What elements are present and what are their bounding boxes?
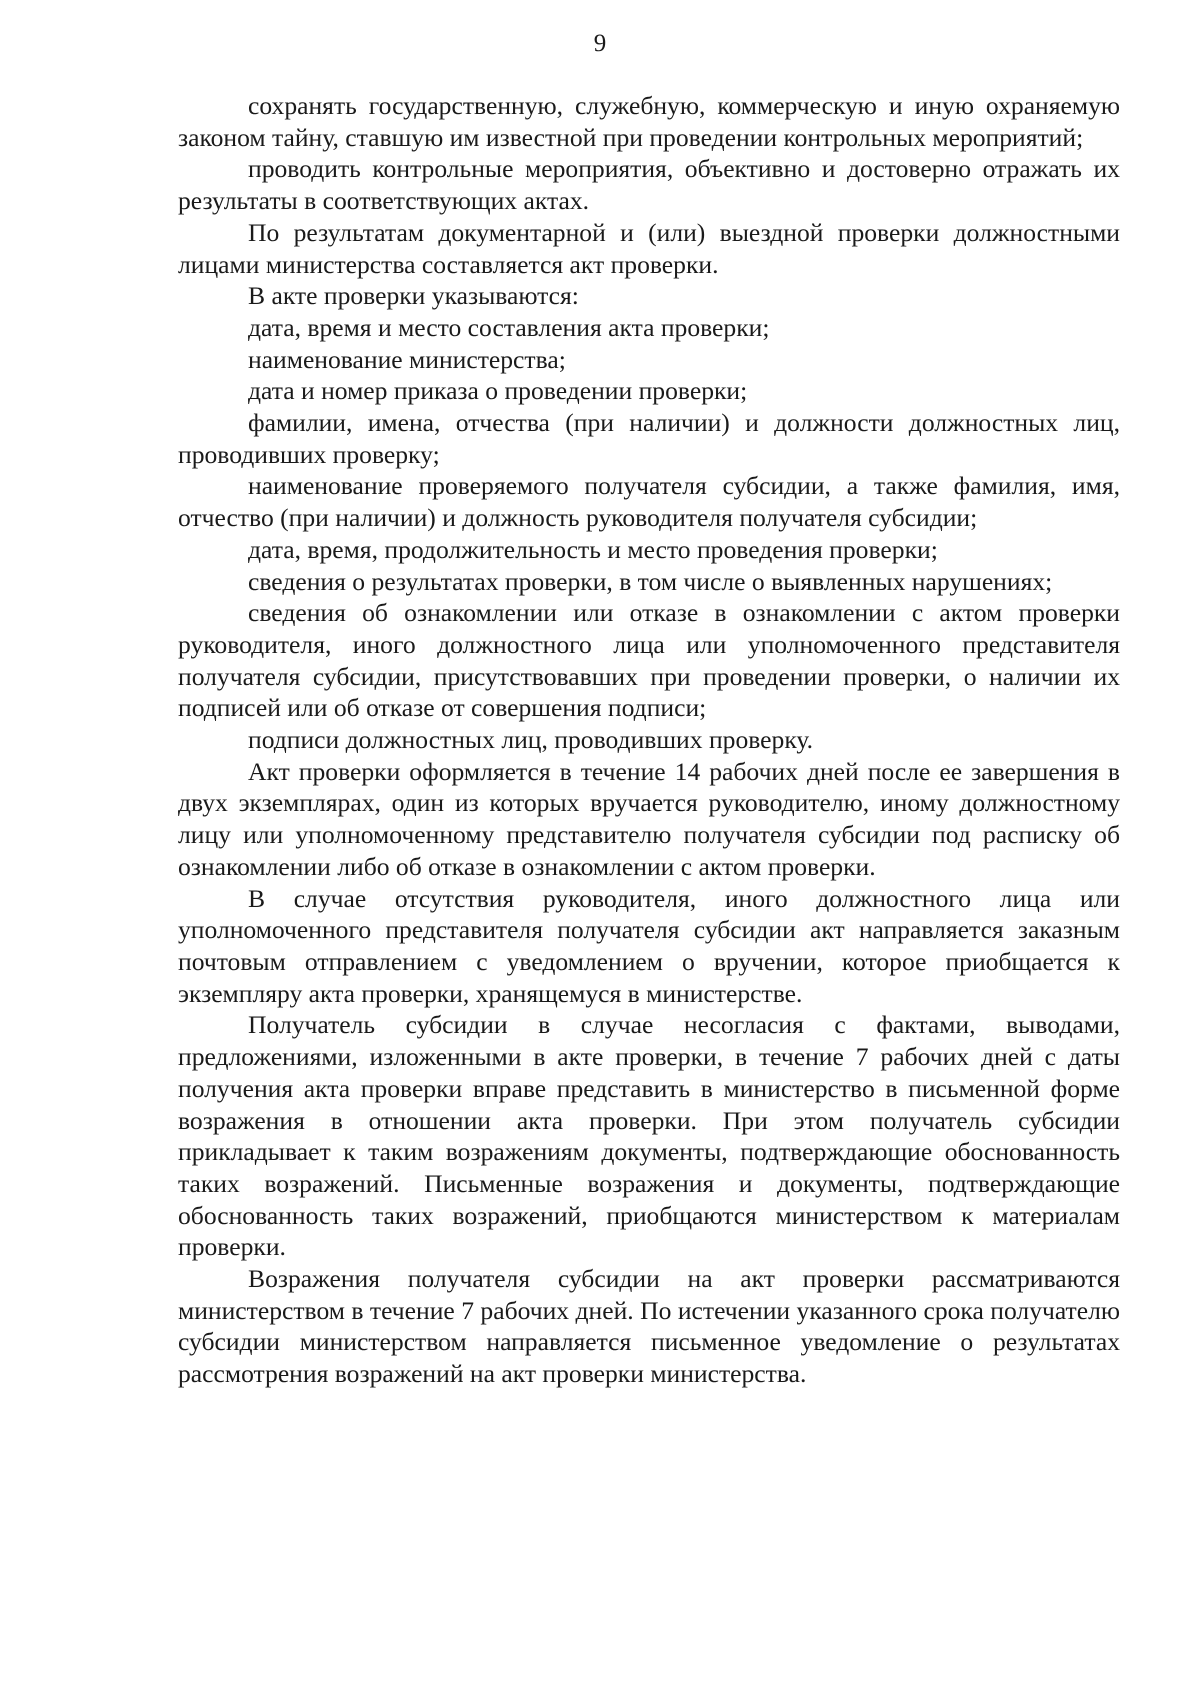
list-item: подписи должностных лиц, проводивших проверку. [248,725,814,755]
paragraph: В акте проверки указываются: [248,281,579,311]
paragraph: Получатель субсидии в случае несогласия с фактами, выводами, предложениями, изложенными в акте проверки, в течение 7 рабочих дней с даты получения акта проверки вправе представить в министерство в письменной форме возражения в отношении акта проверки. При этом получатель субсидии прикладывает к таким возражениям документы, подтверждающие обоснованность таких возражений. Письменные возражения и документы, подтверждающие обоснованность таких возражений, приобщаются министерством к материалам проверки. [178,1010,1120,1262]
page-number: 9 [593,30,607,57]
list-item: сведения о результатах проверки, в том числе о выявленных нарушениях; [248,566,1053,596]
list-item: сведения об ознакомлении или отказе в ознакомлении с актом проверки руководителя, иного должностного лица или уполномоченного представителя получателя субсидии, присутствовавших при проведении проверки, о наличии их подписей или об отказе от совершения подписи; [178,598,1120,723]
paragraph: В случае отсутствия руководителя, иного должностного лица или уполномоченного представителя получателя субсидии акт направляется заказным почтовым отправлением с уведомлением о вручении, которое приобщается к экземпляру акта проверки, хранящемуся в министерстве. [178,883,1120,1008]
list-item: фамилии, имена, отчества (при наличии) и должности должностных лиц, проводивших проверку; [178,408,1120,469]
list-item: дата и номер приказа о проведении проверки; [248,376,748,406]
paragraph: По результатам документарной и (или) выездной проверки должностными лицами министерства составляется акт проверки. [178,217,1120,279]
paragraph: проводить контрольные мероприятия, объективно и достоверно отражать их результаты в соответствующих актах. [178,154,1120,216]
list-item: наименование проверяемого получателя субсидии, а также фамилия, имя, отчество (при наличии) и должность руководителя получателя субсидии; [178,471,1120,533]
list-item: дата, время и место составления акта проверки; [248,312,770,342]
list-item: дата, время, продолжительность и место проведения проверки; [248,534,938,564]
document-body [178,90,1120,1390]
paragraph: Возражения получателя субсидии на акт проверки рассматриваются министерством в течение 7 рабочих дней. По истечении указанного срока получателю субсидии министерством направляется письменное уведомление о результатах рассмотрения возражений на акт проверки министерства. [178,1264,1120,1389]
list-item: наименование министерства; [248,344,566,374]
paragraph: Акт проверки оформляется в течение 14 рабочих дней после ее завершения в двух экземплярах, один из которых вручается руководителю, иному должностному лицу или уполномоченному представителю получателя субсидии под расписку об ознакомлении либо об отказе в ознакомлении с актом проверки. [178,756,1120,881]
paragraph: сохранять государственную, служебную, коммерческую и иную охраняемую законом тайну, ставшую им известной при проведении контрольных мероприятий; [178,91,1120,152]
